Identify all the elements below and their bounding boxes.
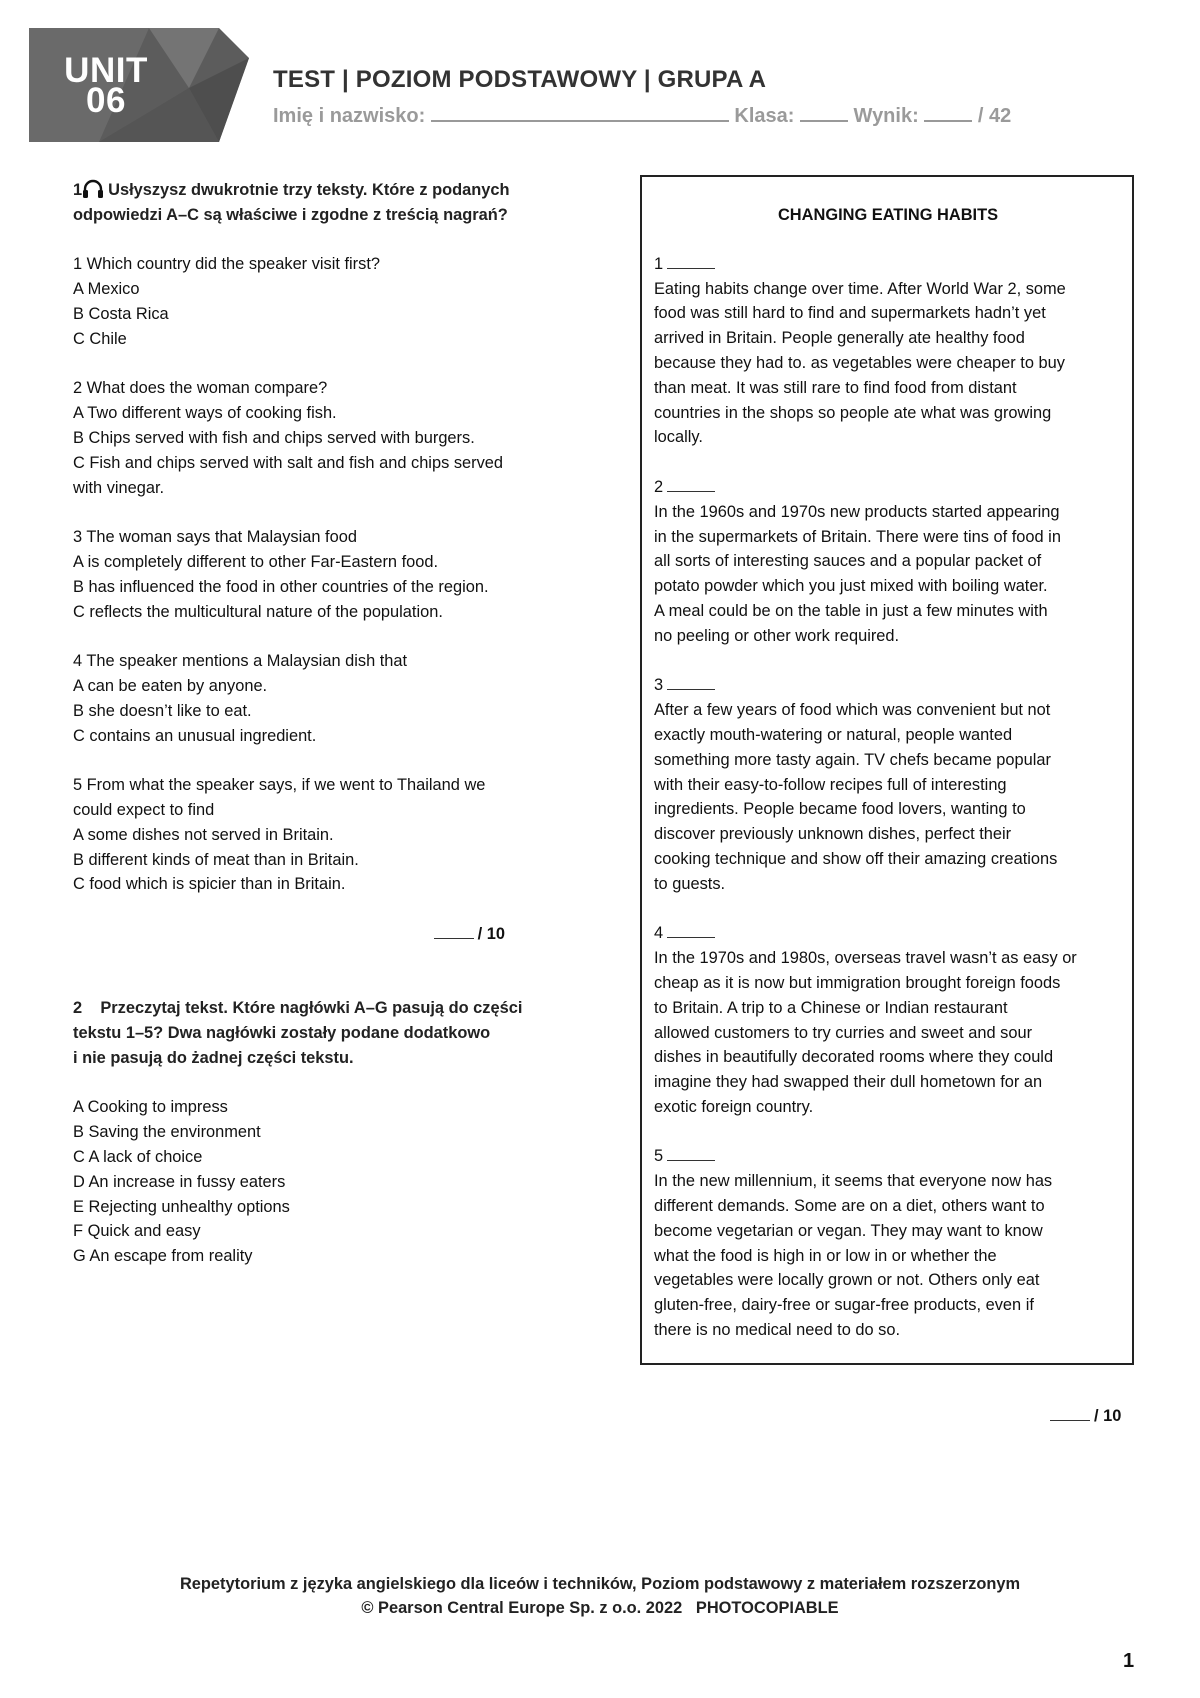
- option[interactable]: C reflects the multicultural nature of the population.: [73, 602, 443, 621]
- paragraph-number: [654, 252, 1122, 277]
- exercise1-instruction: [73, 178, 593, 228]
- heading-answer-blank[interactable]: [667, 477, 715, 492]
- paragraph-line: different demands. Some are on a diet, others want to: [654, 1197, 1045, 1216]
- heading-answer-blank[interactable]: [667, 923, 715, 938]
- paragraph-4: [654, 921, 1122, 1119]
- paragraph-number-value: 1: [654, 254, 664, 273]
- paragraph-line: allowed customers to try curries and sweet and sour: [654, 1023, 1033, 1042]
- exercise2-instruction-line3: i nie pasują do żadnej części tekstu.: [73, 1048, 354, 1067]
- option[interactable]: C Chile: [73, 329, 127, 348]
- option[interactable]: A some dishes not served in Britain.: [73, 825, 334, 844]
- paragraph-line: locally.: [654, 428, 703, 447]
- heading-option: D An increase in fussy eaters: [73, 1172, 286, 1191]
- test-title: TEST | POZIOM PODSTAWOWY | GRUPA A: [273, 66, 767, 93]
- option[interactable]: B she doesn’t like to eat.: [73, 701, 252, 720]
- option[interactable]: A is completely different to other Far-Eastern food.: [73, 552, 439, 571]
- paragraph-line: become vegetarian or vegan. They may want to know: [654, 1221, 1043, 1240]
- score-blank[interactable]: [924, 102, 972, 122]
- reading-text-title: CHANGING EATING HABITS: [777, 206, 999, 224]
- paragraph-number: [654, 475, 1122, 500]
- heading-option: E Rejecting unhealthy options: [73, 1197, 290, 1216]
- score-label: Wynik:: [853, 105, 919, 127]
- heading-answer-blank[interactable]: [667, 675, 715, 690]
- paragraph-line: exactly mouth-watering or natural, people wanted: [654, 725, 1013, 744]
- paragraph-line: In the 1970s and 1980s, overseas travel wasn’t as easy or: [654, 949, 1077, 968]
- paragraph-number: [654, 921, 1122, 946]
- exercise2-instruction: [73, 996, 593, 1070]
- paragraph-line: vegetables were locally grown or not. Others only eat: [654, 1271, 1040, 1290]
- exercise1-score-blank[interactable]: [434, 923, 474, 939]
- paragraph-number: [654, 673, 1122, 698]
- question-text-cont: could expect to find: [73, 800, 215, 819]
- paragraph-line: to guests.: [654, 874, 726, 893]
- exercise1-score-total: / 10: [477, 924, 505, 943]
- paragraph-line: In the new millennium, it seems that everyone now has: [654, 1172, 1053, 1191]
- headings-list: [73, 1095, 593, 1269]
- class-label: Klasa:: [734, 105, 795, 127]
- option-continuation: with vinegar.: [73, 478, 165, 497]
- exercise2-instruction-line2: tekstu 1–5? Dwa nagłówki zostały podane dodatkowo: [73, 1024, 491, 1043]
- exercise1-number: 1: [73, 181, 83, 199]
- question-text: 5 From what the speaker says, if we went to Thailand we: [73, 776, 486, 795]
- footer: [0, 1572, 1200, 1620]
- score-total: / 42: [977, 105, 1012, 127]
- paragraph-line: potato powder which you just mixed with boiling water.: [654, 577, 1048, 596]
- paragraph-number-value: 4: [654, 924, 664, 943]
- heading-option: A Cooking to impress: [73, 1098, 228, 1117]
- unit-number: 06: [86, 81, 126, 120]
- question-5: [73, 773, 593, 897]
- headphones-icon: [82, 179, 104, 199]
- question-2: [73, 376, 593, 500]
- exercise1-score: [73, 922, 593, 947]
- exercise2-score-total: / 10: [1094, 1407, 1122, 1425]
- paragraph-line: something more tasty again. TV chefs became popular: [654, 750, 1051, 769]
- paragraph-line: exotic foreign country.: [654, 1097, 814, 1116]
- question-1: [73, 252, 593, 351]
- unit-word: UNIT: [64, 51, 148, 90]
- heading-answer-blank[interactable]: [667, 254, 715, 269]
- heading-option: B Saving the environment: [73, 1123, 261, 1142]
- paragraph-line: dishes in beautifully decorated rooms where they could: [654, 1048, 1054, 1067]
- paragraph-line: food was still hard to find and supermarkets hadn’t yet: [654, 304, 1046, 323]
- paragraph-1: [654, 252, 1122, 450]
- paragraph-line: Eating habits change over time. After World War 2, some: [654, 279, 1066, 298]
- option[interactable]: B Chips served with fish and chips served with burgers.: [73, 428, 475, 447]
- exercise2-instruction-line1: Przeczytaj tekst. Które nagłówki A–G pasują do części: [100, 999, 523, 1018]
- paragraph-2: [654, 475, 1122, 649]
- paragraph-line: ingredients. People became food lovers, wanting to: [654, 800, 1026, 819]
- exercise2-score-blank[interactable]: [1050, 1405, 1090, 1421]
- paragraph-line: with their easy-to-follow recipes full of interesting: [654, 775, 1007, 794]
- reading-text-box: [640, 175, 1134, 1365]
- exercise2-score: [1050, 1405, 1121, 1426]
- paragraph-line: all sorts of interesting sauces and a popular packet of: [654, 552, 1042, 571]
- exercise2-number: 2: [73, 999, 83, 1018]
- paragraph-line: arrived in Britain. People generally ate healthy food: [654, 329, 1025, 348]
- option[interactable]: C contains an unusual ingredient.: [73, 726, 317, 745]
- paragraph-line: cooking technique and show off their amazing creations: [654, 849, 1058, 868]
- option[interactable]: B Costa Rica: [73, 304, 169, 323]
- name-blank[interactable]: [431, 102, 729, 122]
- class-blank[interactable]: [800, 102, 848, 122]
- option[interactable]: C food which is spicier than in Britain.: [73, 875, 346, 894]
- question-3: [73, 525, 593, 624]
- option[interactable]: B different kinds of meat than in Britain.: [73, 850, 359, 869]
- option[interactable]: B has influenced the food in other countries of the region.: [73, 577, 489, 596]
- question-text: 4 The speaker mentions a Malaysian dish that: [73, 652, 408, 671]
- paragraph-line: to Britain. A trip to a Chinese or Indian restaurant: [654, 998, 1008, 1017]
- footer-line2: © Pearson Central Europe Sp. z o.o. 2022 PHOTOCOPIABLE: [361, 1599, 839, 1617]
- paragraph-line: cheap as it is now but immigration brought foreign foods: [654, 973, 1061, 992]
- name-label: Imię i nazwisko:: [273, 105, 426, 127]
- question-text: 3 The woman says that Malaysian food: [73, 528, 357, 547]
- paragraph-number-value: 5: [654, 1147, 664, 1166]
- question-4: [73, 649, 593, 748]
- question-text: 2 What does the woman compare?: [73, 379, 328, 398]
- option[interactable]: A Mexico: [73, 280, 140, 299]
- paragraph-line: imagine they had swapped their dull hometown for an: [654, 1073, 1043, 1092]
- exercise1-instruction-line2: odpowiedzi A–C są właściwe i zgodne z treścią nagrań?: [73, 205, 508, 224]
- paragraph-number: [654, 1144, 1122, 1169]
- paragraph-line: gluten-free, dairy-free or sugar-free products, even if: [654, 1296, 1034, 1315]
- unit-label: [48, 51, 164, 120]
- paragraph-line: discover previously unknown dishes, perfect their: [654, 825, 1012, 844]
- paragraph-line: After a few years of food which was convenient but not: [654, 701, 1051, 720]
- paragraph-line: In the 1960s and 1970s new products started appearing: [654, 502, 1060, 521]
- heading-answer-blank[interactable]: [667, 1146, 715, 1161]
- paragraph-line: A meal could be on the table in just a few minutes with: [654, 601, 1048, 620]
- question-text: 1 Which country did the speaker visit first?: [73, 255, 380, 274]
- paragraph-line: there is no medical need to do so.: [654, 1321, 901, 1340]
- paragraph-3: [654, 673, 1122, 896]
- student-fields: [273, 102, 1011, 128]
- paragraph-line: than meat. It was still rare to find food from distant: [654, 378, 1017, 397]
- paragraph-line: what the food is high in or low in or whether the: [654, 1246, 997, 1265]
- paragraph-line: no peeling or other work required.: [654, 626, 900, 645]
- paragraph-number-value: 3: [654, 676, 664, 695]
- paragraph-5: [654, 1144, 1122, 1342]
- paragraph-line: countries in the shops so people ate what was growing: [654, 403, 1052, 422]
- paragraph-number-value: 2: [654, 477, 664, 496]
- heading-option: F Quick and easy: [73, 1222, 201, 1241]
- paragraph-line: in the supermarkets of Britain. There were tins of food in: [654, 527, 1061, 546]
- left-column: [73, 178, 593, 1269]
- option[interactable]: A Two different ways of cooking fish.: [73, 404, 337, 423]
- heading-option: G An escape from reality: [73, 1247, 253, 1266]
- option[interactable]: C Fish and chips served with salt and fish and chips served: [73, 453, 504, 472]
- paragraph-line: because they had to. as vegetables were cheaper to buy: [654, 353, 1065, 372]
- option[interactable]: A can be eaten by anyone.: [73, 676, 268, 695]
- exercise1-instruction-line1: Usłyszysz dwukrotnie trzy teksty. Które z podanych: [108, 181, 510, 199]
- page-number: 1: [1123, 1650, 1135, 1672]
- heading-option: C A lack of choice: [73, 1148, 203, 1167]
- footer-line1: Repetytorium z języka angielskiego dla liceów i techników, Poziom podstawowy z materiałem rozszerzonym: [179, 1575, 1021, 1593]
